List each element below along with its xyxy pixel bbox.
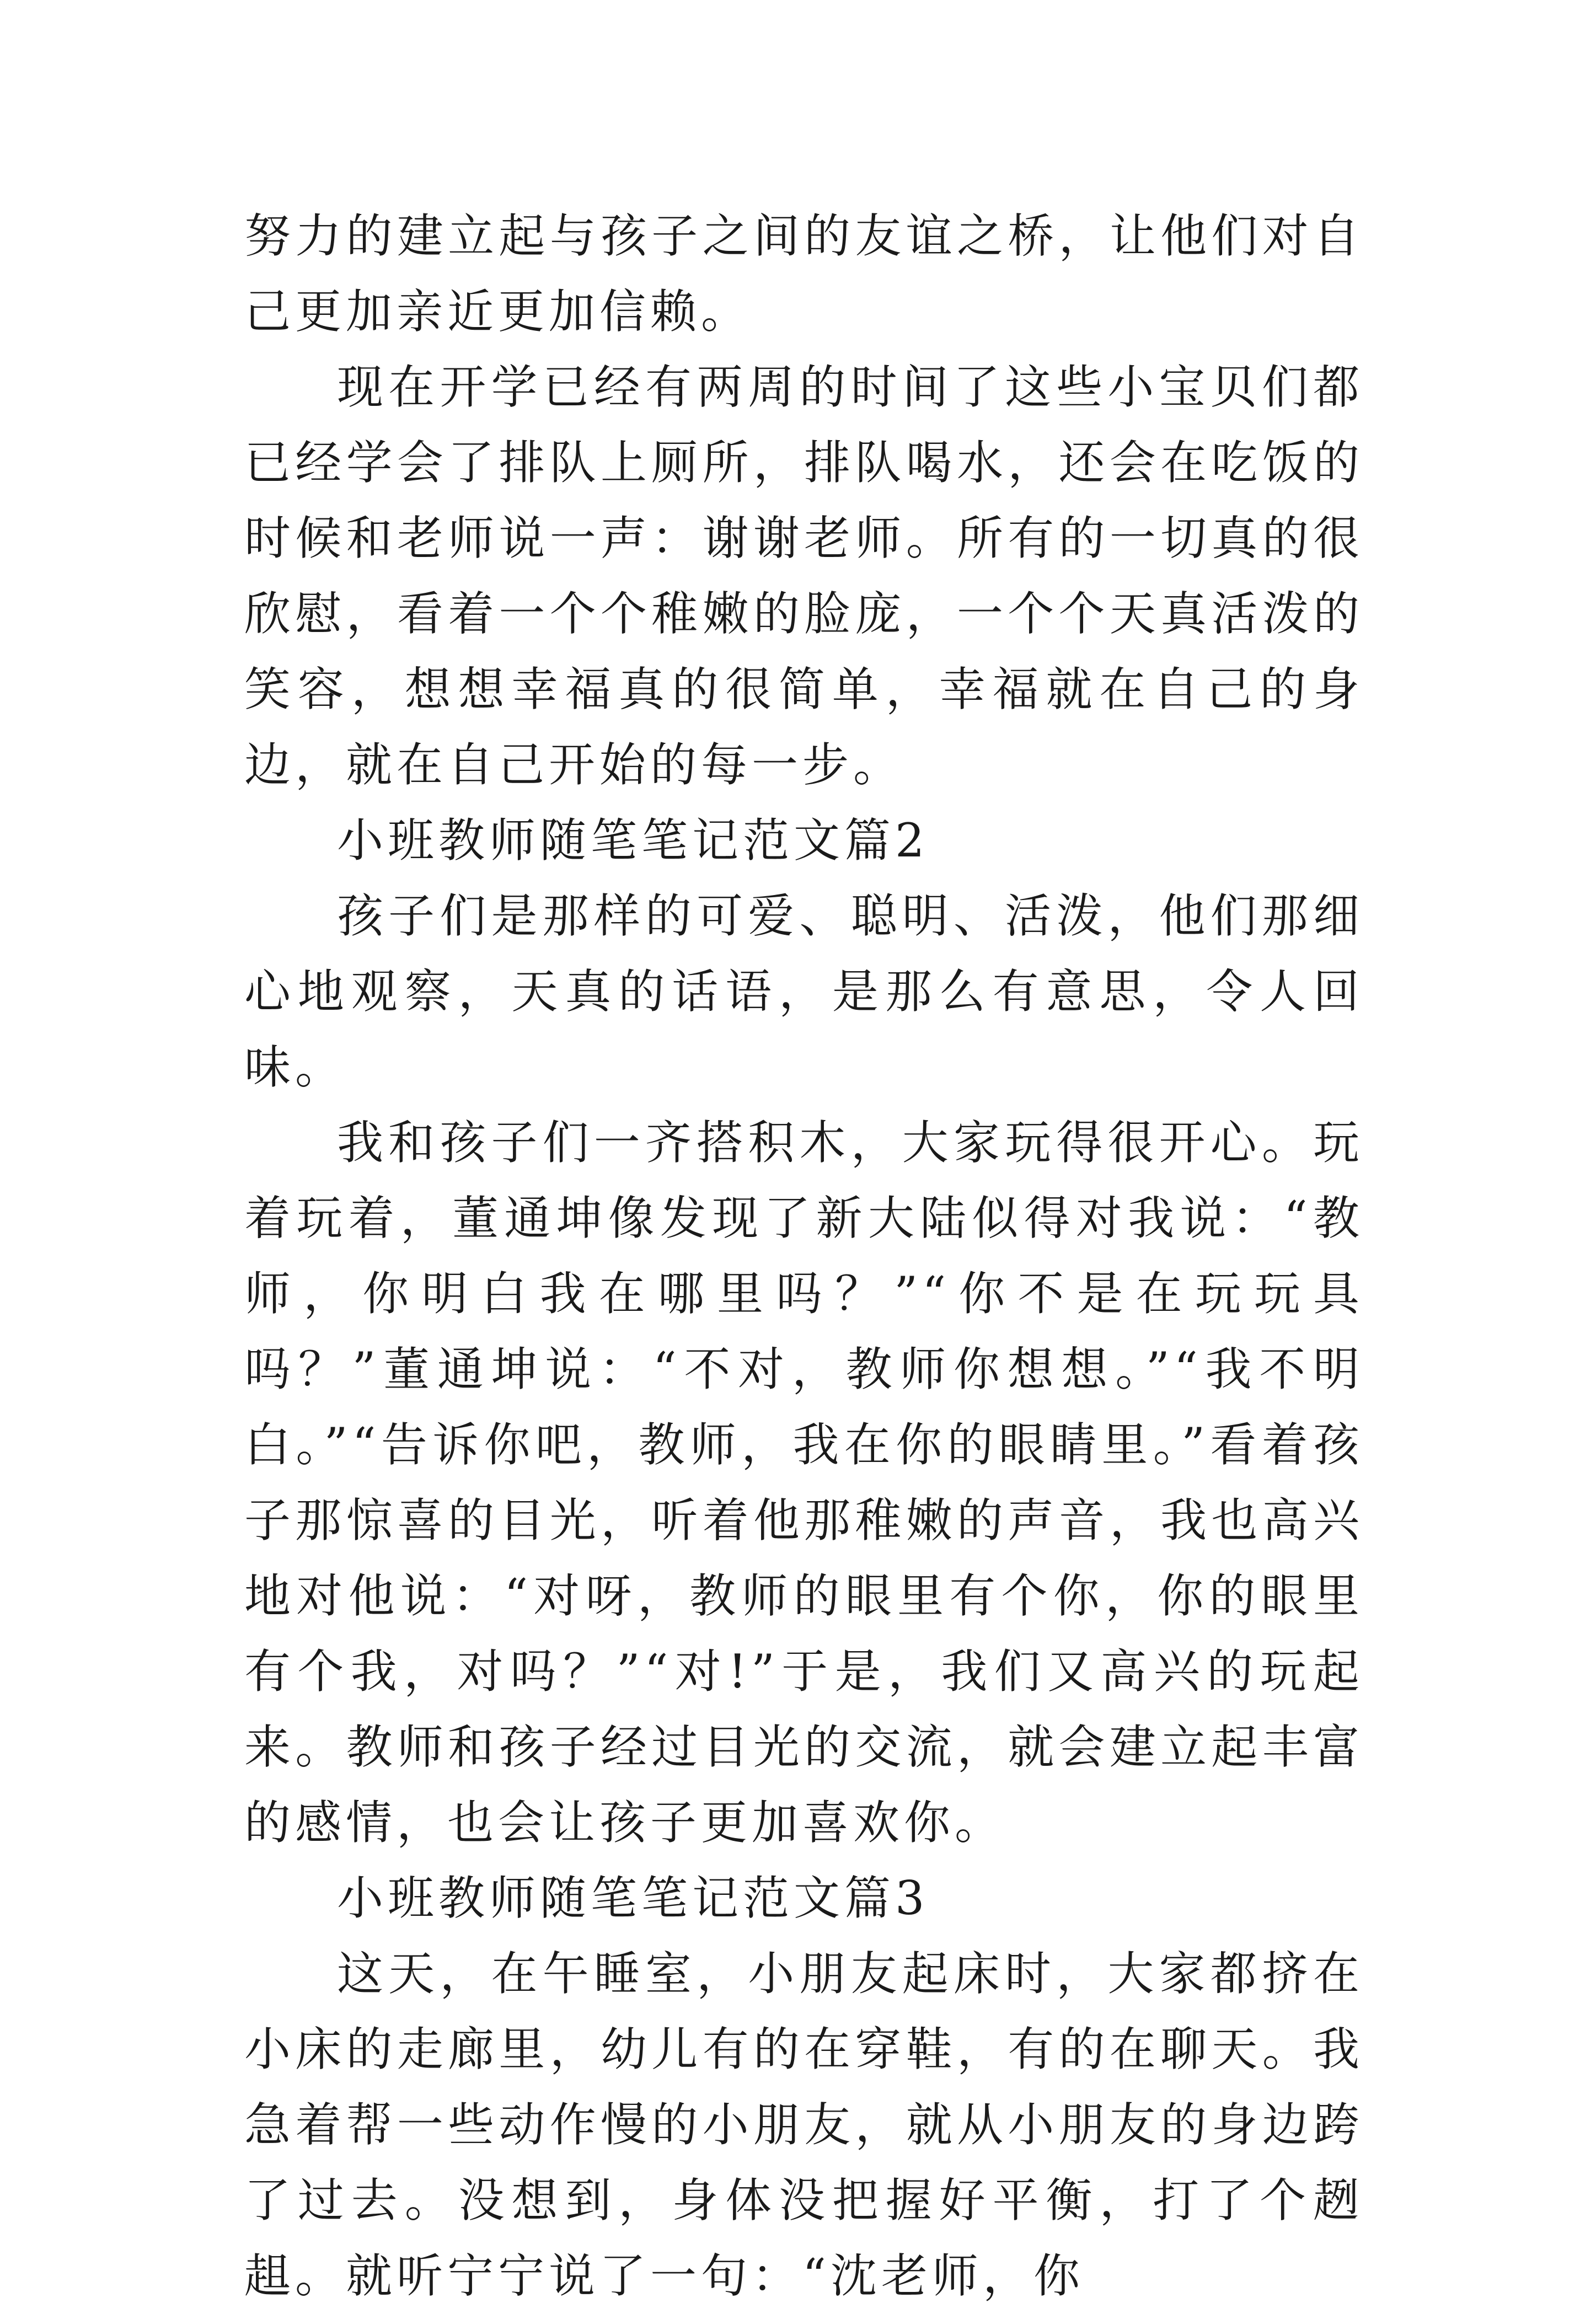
- section-heading: 小班教师随笔笔记范文篇3: [337, 1871, 929, 1925]
- paragraph-body: 孩子们是那样的可爱、聪明、活泼，他们那细心地观察，天真的话语，是那么有意思，令人回味。: [244, 889, 1364, 1094]
- paragraph-body: 现在开学已经有两周的时间了这些小宝贝们都已经学会了排队上厕所，排队喝水，还会在吃饭的时候和老师说一声：谢谢老师。所有的一切真的很欣慰，看着一个个稚嫩的脸庞，一个个天真活泼的笑容，想想幸福真的很简单，幸福就在自己的身边，就在自己开始的每一步。: [244, 360, 1364, 792]
- paragraph-body: 这天，在午睡室，小朋友起床时，大家都挤在小床的走廊里，幼儿有的在穿鞋，有的在聊天。我急着帮一些动作慢的小朋友，就从小朋友的身边跨了过去。没想到，身体没把握好平衡，打了个趔趄。就听宁宁说了一句：“沈老师，你: [244, 1947, 1364, 2303]
- section-heading: 小班教师随笔笔记范文篇2: [337, 813, 929, 867]
- paragraph-continuation: 努力的建立起与孩子之间的友谊之桥，让他们对自己更加亲近更加信赖。: [244, 209, 1364, 339]
- document-body: [244, 199, 1364, 2314]
- paragraph-body: 我和孩子们一齐搭积木，大家玩得很开心。玩着玩着，董通坤像发现了新大陆似得对我说：“教师，你明白我在哪里吗？”“你不是在玩玩具吗？”董通坤说：“不对，教师你想想。”“我不明白。”“告诉你吧，教师，我在你的眼睛里。”看着孩子那惊喜的目光，听着他那稚嫩的声音，我也高兴地对他说：“对呀，教师的眼里有个你，你的眼里有个我，对吗？”“对!”于是，我们又高兴的玩起来。教师和孩子经过目光的交流，就会建立起丰富的感情，也会让孩子更加喜欢你。: [244, 1116, 1364, 1850]
